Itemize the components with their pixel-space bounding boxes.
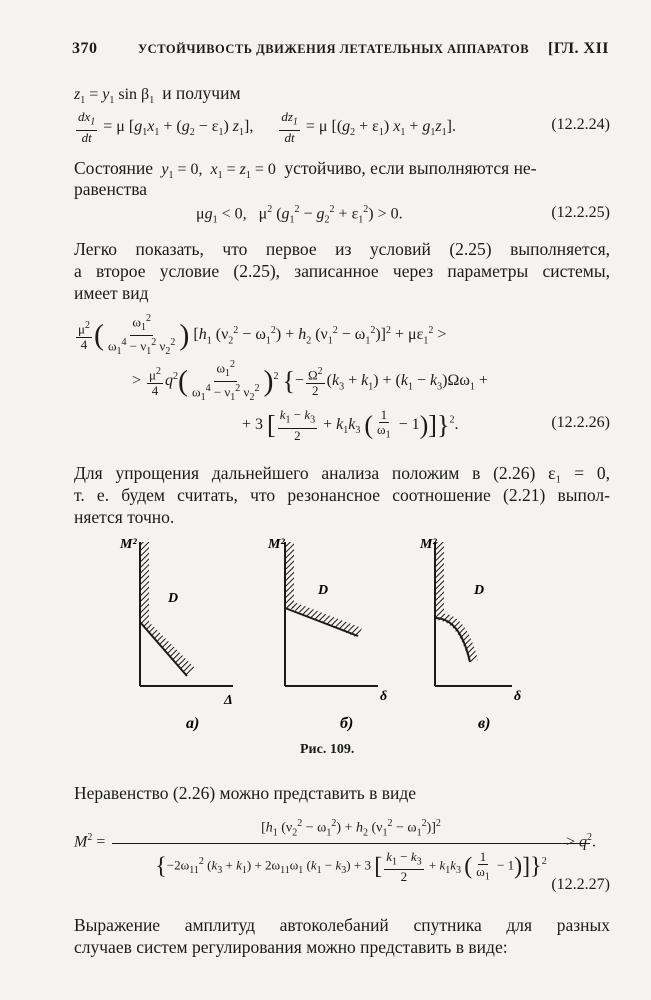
paragraph-3-line-2: т. е. будем считать, что резонансное соотношение (2.21) выпол-: [74, 485, 610, 505]
panel-b-graph: [267, 537, 387, 732]
panel-a-y-axis: M²: [120, 537, 137, 552]
panel-a-label: а): [186, 715, 200, 732]
paragraph-3-line-1: Для упрощения дальнейшего анализа положим в (2.26) ε₁ = 0,: [74, 463, 610, 483]
state-sentence: Состояние $y_1 = 0$, $x_1 = z_1 = 0$ устойчиво, если выполняются не-: [74, 158, 537, 182]
paragraph-4: Неравенство (2.26) можно представить в виде: [74, 783, 417, 803]
equation-12-2-26-line-3: + 3 [ $\frac{k_1 - k_3}{2}$ + $k_1k_3$ ( $\frac{1}{\omega_1}$ − 1)]}$^2$. (12.2.26): [242, 407, 610, 443]
panel-b-y-axis: M²: [268, 537, 285, 552]
equation-12-2-24: $\frac{dx_1}{dt}$ = μ [$g_1x_1 + (g_2 - \varepsilon_1)$ $z_1$], $\frac{dz_1}{dt}$ = μ $[(g_2 + \varepsilon_1) x_1 + g_1z_1]$. (12.2.24): [78, 109, 610, 145]
panel-a-graph: [119, 537, 233, 732]
paragraph-5-line-1: Выражение амплитуд автоколебаний спутника для разных: [74, 915, 610, 935]
figure-caption: Рис. 109.: [300, 742, 355, 757]
state-sentence-cont: равенства: [74, 179, 148, 199]
substitution-line: $z_1 = y_1$ $\sin \beta_1$ и получим: [74, 83, 241, 107]
equation-12-2-26-line-1: $\frac{\mu^2}{4}$ ( $\frac{\omega_1^2}{\omega_1^4 - \nu_1^2 \nu_2^2}$ ) [$h_1$ $(\nu_2^2 - \omega_1^2) + h_2$ $(\nu_1^2 - \omega_1^2)]^2 + \mu\varepsilon_1^2$ >: [78, 313, 447, 357]
panel-c-label: в): [478, 715, 491, 732]
paragraph-2-line-1: Легко показать, что первое из условий (2.25) выполняется,: [74, 239, 610, 259]
paragraph-3-line-3: няется точно.: [74, 507, 175, 527]
paragraph-2-line-2: а второе условие (2.25), записанное через параметры системы,: [74, 261, 610, 281]
panel-b-label: б): [340, 715, 354, 732]
equation-12-2-27: $M^2$ = [$h_1$ $(\nu_2^2 - \omega_1^2) + h_2$ $(\nu_1^2 - \omega_1^2)]^2$ {$-2\omega_{11}^2$ $(k_3 + k_1) + 2\omega_{11}\omega_1$ $(k_1 - k_3) + 3$ [ $\frac{k_1 - k_3}{2}$ + $k_1k_3$ ( $\frac{1}{\omega_1}$ − 1)]}$^2$ > $q^2$. (12.2.27): [74, 818, 610, 893]
panel-c-region: D: [474, 583, 485, 598]
page-number: 370: [72, 40, 98, 57]
panel-a-x-axis: Δ: [224, 693, 233, 708]
panel-c-x-axis: δ: [514, 689, 522, 704]
panel-c-graph: [419, 537, 521, 732]
running-title: УСТОЙЧИВОСТЬ ДВИЖЕНИЯ ЛЕТАТЕЛЬНЫХ АППАРАТОВ: [138, 42, 530, 56]
chapter-label: [ГЛ. XII: [548, 40, 610, 57]
panel-c-y-axis: M²: [420, 537, 437, 552]
figure-109: [100, 528, 560, 733]
panel-b-x-axis: δ: [380, 689, 388, 704]
paragraph-2-line-3: имеет вид: [74, 283, 149, 303]
equation-12-2-25: $\mu g_1 < 0$, $\mu^2$ $(g_1^2 - g_2^2 + \varepsilon_1^2) > 0$. (12.2.25): [196, 204, 610, 226]
panel-b-region: D: [318, 583, 329, 598]
equation-12-2-26-line-2: > $\frac{\mu^2}{4}$ $q^2$( $\frac{\omega_1^2}{\omega_1^4 - \nu_1^2 \nu_2^2}$ )$^2$ {− $\frac{\Omega^2}{2}$ $(k_3 + k_1) + (k_1 - k_3)\Omega\omega_1$ +: [132, 359, 488, 403]
paragraph-5-line-2: случаев систем регулирования можно представить в виде:: [74, 937, 508, 957]
panel-a-region: D: [168, 591, 179, 606]
